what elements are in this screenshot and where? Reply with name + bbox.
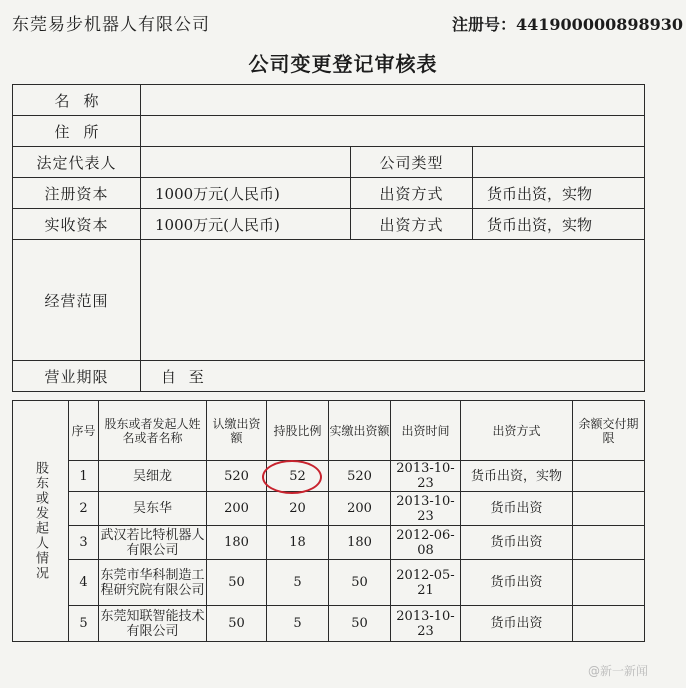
row-method: 货币出资 — [461, 526, 573, 560]
row-paid: 180 — [329, 526, 391, 560]
row-subscribed: 50 — [207, 560, 267, 606]
row-reg-capital — [13, 178, 645, 209]
registration-number — [452, 12, 683, 35]
row-ratio: 20 — [267, 492, 329, 526]
row-shareholder-name: 吴东华 — [99, 492, 207, 526]
row-balance — [573, 606, 645, 642]
shareholder-table — [12, 400, 645, 642]
col-date: 出资时间 — [391, 401, 461, 461]
row-subscribed: 200 — [207, 492, 267, 526]
name-label: 名称 — [13, 85, 141, 116]
table-row — [13, 492, 645, 526]
contrib-method-value-2: 货币出资，实物 — [473, 209, 645, 240]
row-paid: 50 — [329, 560, 391, 606]
name-value — [141, 85, 645, 116]
row-date: 2012-05-21 — [391, 560, 461, 606]
col-method: 出资方式 — [461, 401, 573, 461]
company-type-label: 公司类型 — [351, 147, 473, 178]
shareholder-header-row — [13, 401, 645, 461]
row-no: 2 — [69, 492, 99, 526]
row-ratio: 18 — [267, 526, 329, 560]
col-paid: 实缴出资额 — [329, 401, 391, 461]
row-date: 2012-06-08 — [391, 526, 461, 560]
row-ratio: 5 — [267, 560, 329, 606]
address-label: 住所 — [13, 116, 141, 147]
table-row — [13, 560, 645, 606]
col-name: 股东或者发起人姓名或者名称 — [99, 401, 207, 461]
row-date: 2013-10-23 — [391, 461, 461, 492]
row-paid: 50 — [329, 606, 391, 642]
row-paid: 200 — [329, 492, 391, 526]
row-ratio: 52 — [267, 461, 329, 492]
row-balance — [573, 526, 645, 560]
col-subscribed: 认缴出资额 — [207, 401, 267, 461]
row-date: 2013-10-23 — [391, 606, 461, 642]
row-method: 货币出资 — [461, 492, 573, 526]
paid-capital-label: 实收资本 — [13, 209, 141, 240]
scope-value — [141, 240, 645, 361]
row-no: 3 — [69, 526, 99, 560]
row-shareholder-name: 武汉若比特机器人有限公司 — [100, 527, 205, 558]
row-name — [13, 85, 645, 116]
weibo-watermark: @新一新闻 — [588, 664, 649, 678]
row-no: 4 — [69, 560, 99, 606]
row-method: 货币出资 — [461, 606, 573, 642]
reg-capital-label: 注册资本 — [13, 178, 141, 209]
contrib-method-label-2: 出资方式 — [351, 209, 473, 240]
paid-capital-value: 1000万元(人民币) — [141, 209, 351, 240]
row-subscribed: 520 — [207, 461, 267, 492]
legal-rep-label: 法定代表人 — [13, 147, 141, 178]
reg-label: 注册号： — [452, 15, 517, 34]
row-legal-rep — [13, 147, 645, 178]
row-date: 2013-10-23 — [391, 492, 461, 526]
row-shareholder-name: 东莞市华科制造工程研究院有限公司 — [99, 560, 207, 606]
table-row — [13, 526, 645, 560]
company-type-value — [473, 147, 645, 178]
table-row — [13, 606, 645, 642]
row-balance — [573, 560, 645, 606]
table-row — [13, 461, 645, 492]
row-paid: 520 — [329, 461, 391, 492]
row-no: 5 — [69, 606, 99, 642]
row-paid-capital — [13, 209, 645, 240]
shareholder-side-label: 股东或发起人情况 — [13, 401, 69, 642]
col-ratio: 持股比例 — [267, 401, 329, 461]
company-name: 东莞易步机器人有限公司 — [12, 15, 210, 35]
row-method: 货币出资，实物 — [461, 461, 573, 492]
row-balance — [573, 461, 645, 492]
row-subscribed: 50 — [207, 606, 267, 642]
form-title: 公司变更登记审核表 — [248, 52, 438, 76]
term-label: 营业期限 — [13, 361, 141, 392]
contrib-method-label: 出资方式 — [351, 178, 473, 209]
row-no: 1 — [69, 461, 99, 492]
company-info-table — [12, 84, 645, 392]
reg-capital-value: 1000万元(人民币) — [141, 178, 351, 209]
row-address — [13, 116, 645, 147]
reg-value: 441900000898930 — [516, 15, 684, 34]
row-shareholder-name: 吴细龙 — [99, 461, 207, 492]
row-scope — [13, 240, 645, 361]
ratio-highlight-circle — [262, 460, 322, 494]
row-term — [13, 361, 645, 392]
row-shareholder-name: 东莞知联智能技术有限公司 — [99, 606, 207, 642]
row-subscribed: 180 — [207, 526, 267, 560]
row-balance — [573, 492, 645, 526]
address-value — [141, 116, 645, 147]
contrib-method-value: 货币出资，实物 — [473, 178, 645, 209]
col-no: 序号 — [69, 401, 99, 461]
col-balance: 余额交付期限 — [573, 401, 645, 461]
scope-label: 经营范围 — [13, 240, 141, 361]
term-value: 自 至 — [141, 361, 645, 392]
legal-rep-value — [141, 147, 351, 178]
row-ratio: 5 — [267, 606, 329, 642]
row-method: 货币出资 — [461, 560, 573, 606]
